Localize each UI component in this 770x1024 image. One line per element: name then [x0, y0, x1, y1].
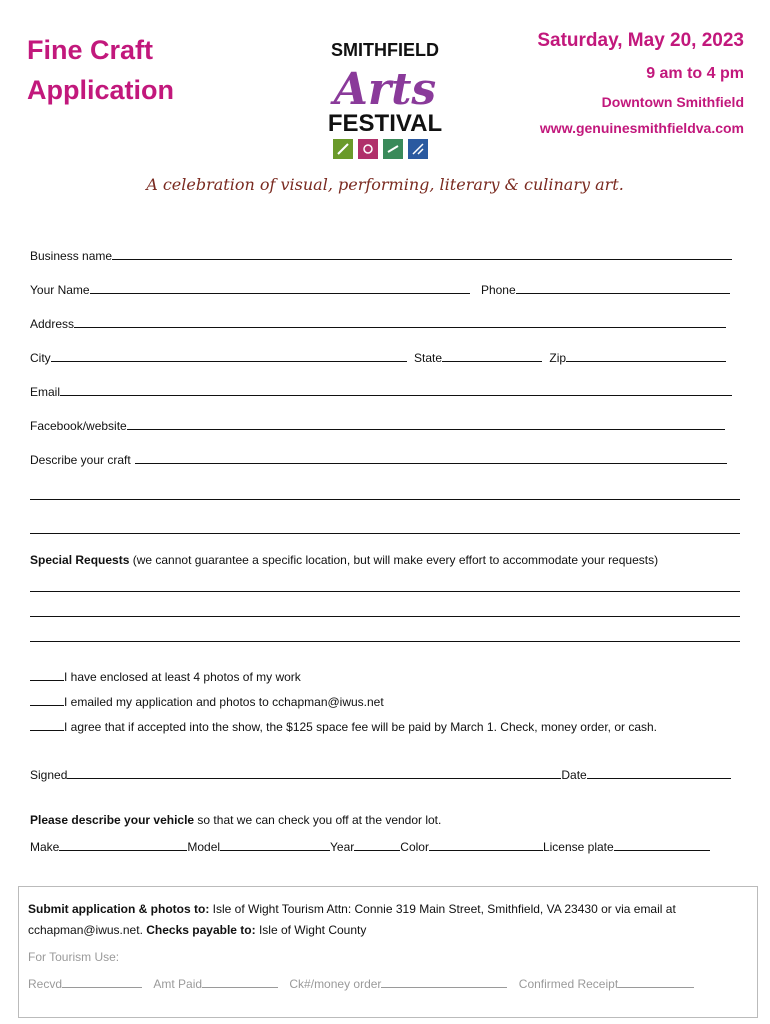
city-state-zip-row: [30, 351, 726, 365]
logo-mid-text: Arts: [333, 64, 437, 115]
city-field[interactable]: [51, 351, 407, 362]
business-name-row: [30, 249, 732, 263]
email-row: [30, 385, 732, 399]
make-field[interactable]: [59, 840, 187, 851]
title-line-1: Fine Craft: [27, 35, 154, 65]
date-field[interactable]: [587, 768, 731, 779]
event-location: Downtown Smithfield: [601, 94, 744, 110]
make-label: Make: [30, 840, 60, 854]
color-field[interactable]: [429, 840, 543, 851]
model-label: Model: [187, 840, 221, 854]
facebook-label: Facebook/website: [30, 419, 127, 433]
zip-label: Zip: [549, 351, 567, 365]
email-label: Email: [30, 385, 61, 399]
event-time: 9 am to 4 pm: [646, 65, 744, 82]
vehicle-row: [30, 813, 441, 827]
amt-paid-label: Amt Paid: [153, 977, 203, 991]
license-plate-field[interactable]: [614, 840, 710, 851]
facebook-field[interactable]: [127, 419, 725, 430]
checklist-photos-label: I have enclosed at least 4 photos of my work: [64, 670, 301, 684]
checklist-item-photos: [30, 670, 301, 684]
your-name-field[interactable]: [90, 283, 470, 294]
address-row: [30, 317, 726, 331]
tourism-use-row: [28, 977, 694, 991]
describe-craft-line-2[interactable]: [30, 499, 740, 500]
year-field[interactable]: [354, 840, 400, 851]
checklist-fee-label: I agree that if accepted into the show, the $125 space fee will be paid by March 1. Check, money order, or cash.: [64, 720, 658, 734]
music-icon: [358, 139, 378, 159]
your-name-label: Your Name: [30, 283, 90, 297]
signature-row: [30, 768, 731, 782]
city-label: City: [30, 351, 51, 365]
describe-craft-row: [30, 453, 727, 467]
confirmed-receipt-field[interactable]: [618, 977, 694, 988]
special-requests-note: (we cannot guarantee a specific location, but will make every effort to accommodate your requests): [129, 553, 659, 567]
phone-label: Phone: [480, 283, 516, 297]
title-line-2: Application: [27, 75, 174, 105]
checkbox-email[interactable]: [30, 695, 64, 706]
phone-field[interactable]: [516, 283, 730, 294]
address-field[interactable]: [74, 317, 726, 328]
license-plate-label: License plate: [542, 840, 614, 854]
checkbox-photos[interactable]: [30, 670, 64, 681]
logo-bottom-text: FESTIVAL: [327, 110, 443, 137]
amt-paid-field[interactable]: [202, 977, 278, 988]
checklist-item-email: [30, 695, 384, 709]
describe-craft-label: Describe your craft: [30, 453, 131, 467]
event-date: Saturday, May 20, 2023: [537, 30, 744, 51]
model-field[interactable]: [220, 840, 330, 851]
logo-top-text: SMITHFIELD: [331, 40, 439, 60]
checklist-email-label: I emailed my application and photos to cchapman@iwus.net: [64, 695, 384, 709]
facebook-row: [30, 419, 725, 433]
business-name-label: Business name: [30, 249, 113, 263]
website-link[interactable]: www.genuinesmithfieldva.com: [539, 120, 744, 136]
checkbox-fee[interactable]: [30, 720, 64, 731]
vehicle-note: so that we can check you off at the vendor lot.: [194, 813, 442, 827]
tagline: A celebration of visual, performing, literary & culinary art.: [146, 175, 624, 194]
check-number-label: Ck#/money order: [289, 977, 382, 991]
address-label: Address: [30, 317, 75, 331]
color-label: Color: [400, 840, 429, 854]
special-requests-line-3[interactable]: [30, 641, 740, 642]
business-name-field[interactable]: [112, 249, 732, 260]
recvd-field[interactable]: [62, 977, 142, 988]
describe-craft-field[interactable]: [135, 453, 727, 464]
year-label: Year: [330, 840, 355, 854]
state-field[interactable]: [442, 351, 542, 362]
describe-craft-line-3[interactable]: [30, 533, 740, 534]
special-requests-label: Special Requests: [30, 553, 130, 567]
zip-field[interactable]: [566, 351, 726, 362]
vehicle-details-row: [30, 840, 710, 854]
special-requests-line-2[interactable]: [30, 616, 740, 617]
checklist-item-fee: [30, 720, 657, 734]
signature-field[interactable]: [67, 768, 561, 779]
check-number-field[interactable]: [381, 977, 507, 988]
recvd-label: Recvd: [28, 977, 63, 991]
special-requests-row: [30, 553, 658, 567]
tourism-use-label: For Tourism Use:: [28, 950, 120, 964]
signed-label: Signed: [30, 768, 68, 782]
state-label: State: [414, 351, 443, 365]
name-phone-row: [30, 283, 730, 297]
festival-logo: [310, 36, 460, 166]
submission-instructions: [28, 899, 748, 941]
special-requests-line-1[interactable]: [30, 591, 740, 592]
page-title: [27, 30, 174, 110]
confirmed-receipt-label: Confirmed Receipt: [518, 977, 619, 991]
payable-text: Isle of Wight County: [255, 923, 367, 937]
payable-label: Checks payable to:: [146, 923, 256, 937]
submit-text: Isle of Wight Tourism Attn: Connie 319 Main Street, Smithfield, VA 23430 or via email at cchapman@iwus.net.: [28, 902, 676, 937]
vehicle-label: Please describe your vehicle: [30, 813, 195, 827]
date-label: Date: [561, 768, 587, 782]
submit-label: Submit application & photos to:: [28, 902, 210, 916]
email-field[interactable]: [60, 385, 732, 396]
